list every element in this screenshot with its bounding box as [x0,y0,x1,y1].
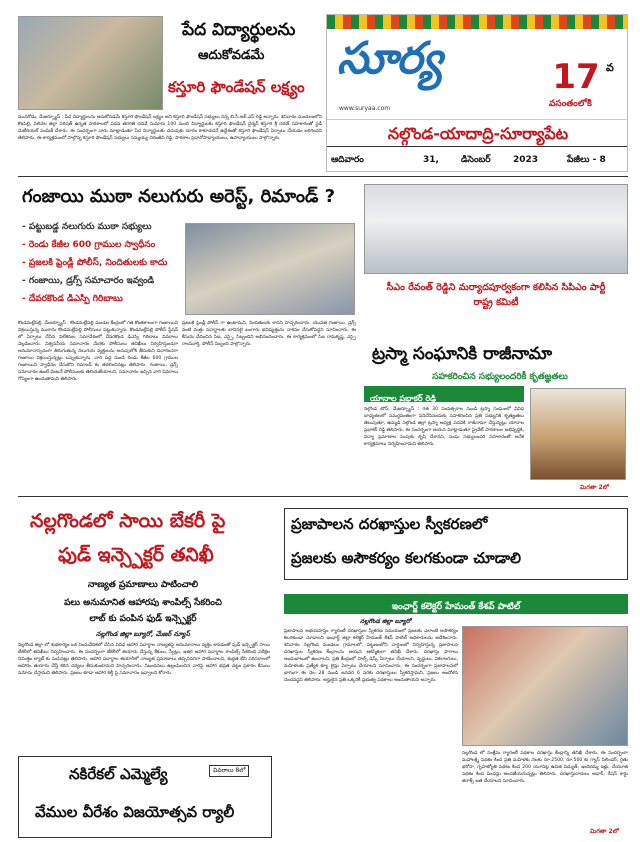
story7-box [18,756,272,838]
story6-subhead: ఇంఛార్జ్ కలెక్టర్ హేమంత్ కేశవ్ పాటిల్ [391,602,521,612]
story5-dateline: నల్లగొండ జిల్లా బ్యూరో, మేజర్ న్యూస్ [96,630,190,638]
cm-meeting-photo [364,184,628,274]
story6-body-1: ప్రజాపాలన అభయహస్తం గ్యారెంటీ దరఖాస్తుల స్వీకరణ సమయంలో ప్రజలకు ఎలాంటి అసౌకర్యం కలగకుండా చూడాలని ఇంఛార్జ్ జిల్లా కలెక్టర్ హేమంత్ కేశవ్ పాటిల్ అధికారులను ఆదేశించారు. శనివారం నల్లగొండ మండలం గ్రామాలలో, పట్టణంలోని వార్డులలో నిర్వహిస్తున్న ప్రజాపాలన దరఖాస్తుల స్వీకరణ కేంద్రాలను ఆయన ఆకస్మికంగా తనిఖీ చేశారు. దరఖాస్తు ఫారాలు అందుబాటులో ఉంచాలని, ప్రతి కేంద్రంలో హెల్ప్ డెస్క్ ఏర్పాటు చేయాలని, వృద్ధులు, వికలాంగులు, మహిళలకు ప్రత్యేక క్యూ లైన్లు ఏర్పాటు చేయాలని సూచించారు. ఈ సందర్భంగా ప్రజాపాలనలో భాగంగా ఈ నెల 28 నుండి జనవరి 6 వరకు దరఖాస్తులు స్వీకరిస్తామని, ప్రజలు ఆందోళన చెందవద్దని తెలిపారు. అర్హులైన ప్రతి ఒక్కరికీ ప్రభుత్వ పథకాలు అందుతాయని అన్నారు. [284,629,458,683]
story4-name: యానాల ప్రభాకర్ రెడ్డి [370,394,437,403]
date-day: ఆదివారం [331,155,364,165]
masthead [326,14,628,172]
story1-body: మునగోడు, మేజర్న్యూస్ : పేద విద్యార్థులను ఆదుకోవడమే కస్తూరి ఫౌండేషన్ లక్ష్యం అని కస్తూరి ఫౌండేషన్ సభ్యులు నిన్న బి.సీ.ఆర్.ఎస్ రెడ్డి అన్నారు. శనివారం మండలంలోని కొంపెల్లి, పలివెల జిల్లా పరిషత్ ఉన్నత పాఠశాలలో పదవ తరగతి చదివే సుమారు 100 మంది విద్యార్థులకు కస్తూరి ఫౌండేషన్ చైర్మన్ కస్తూరి శ్రీ చరణ్ సహకారంతో స్టడీ మెటీరియల్ పంపిణీ చేశారు. ఈ సందర్భంగా వారు మాట్లాడుతూ పేద విద్యార్థులకు చదువుకు దూరం కాకూడదనే ఉద్దేశంతో కస్తూరి ఫౌండేషన్ ఏర్పాటు చేయడం జరిగిందని తెలిపారు. ఈ కార్యక్రమంలో పాల్గొన్న కస్తూరి ఫౌండేషన్ సభ్యులు సమ్మయ్య చిరంజీవి రెడ్డి, పాఠశాల ప్రధానోపాధ్యాయులు, ఉపాధ్యాయులు పాల్గొన్నారు. [18,115,322,141]
anniversary-suffix: వ [606,61,614,74]
story7-headline-2: వేముల వీరేశం విజయోత్సవ ర్యాలీ [35,803,235,821]
story2-body-2: ప్రజలకి ఫ్రెండ్లీ పోలీస్ గా ఉంటామని, నిందితులకు కాదని హెచ్చరించారు. యువత గంజాయి, డ్రగ్స్ వంటి మత్తు పదార్థాలకు బానిసలై బంగారు భవిష్యత్తును నాశనం చేసుకోవద్దని సూచించారు. ఈ కేసును ఛేదించిన సిఐ, ఎస్సై, సిబ్బందిని అభినందించారు. ఈ కార్యక్రమంలో సిఐ రామకృష్ణ, ఎస్సై రాంమూర్తి, పోలీస్ సిబ్బంది పాల్గొన్నారు. [182,321,356,347]
page-count: పేజీలు - 8 [567,155,606,165]
story6-body-2: నల్లగొండ లో సంక్షేమ గ్యారంటీ పథకాల దరఖాస్తు కేంద్రాన్ని తనిఖీ చేశారు. ఈ సందర్భంగా మహాలక్ష్మి పథకం కింద ప్రతి మహిళకు నెలకు రూ.2500, రూ.500 కు గ్యాస్ సిలిండర్, రైతు భరోసా, గృహజ్యోతి పథకం కింద 200 యూనిట్ల ఉచిత విద్యుత్, ఇందిరమ్మ ఇళ్లు, చేయూత పథకం కింద పింఛన్లు అందజేయనున్నట్లు తెలిపారు. దరఖాస్తుదారులు ఆధార్, రేషన్ కార్డు జిరాక్స్ జత చేయాలని సూచించారు. [462,751,628,784]
date-year: 2023 [513,155,539,165]
police-press-photo [185,223,355,315]
date-num: 31, [423,155,439,165]
story5-sub-2: పలు అనుమానిత ఆహారపు శాంపిల్స్ సేకరించి [64,598,222,608]
students-photo [18,16,163,110]
story4-name-label [364,386,524,402]
date-month: డిసెంబర్ [461,155,491,165]
story6-more[interactable]: మిగతా 2లో [590,828,619,835]
story2-headline: గంజాయి ముఠా నలుగురు అరెస్ట్, రిమాండ్ ? [22,186,336,207]
bunting [327,15,628,29]
story7-headline-1: నకిరేకల్ ఎమ్మెల్యే [69,765,168,783]
bullet: - గంజాయి, డ్రగ్స్ సమాచారం ఇవ్వండి [22,276,155,286]
story4-body: నల్గొండ టౌన్, మేజర్న్యూస్ : గత 30 సంవత్సరాల నుండి ట్రస్మా సంఘంలో వివిధ బాధ్యతలలో సమర్థవంతంగా పనిచేసినందుకు సహకరించిన ప్రతి సభ్యునికి కృతజ్ఞతలు తెలుపుతూ, ఉమ్మడి నల్గొండ జిల్లా ట్రస్మా అధ్యక్ష పదవికి రాజీనామా చేస్తున్నట్లు యానాల ప్రభాకర్ రెడ్డి తెలిపారు. ఈ సందర్భంగా ఆయన మాట్లాడుతూ ప్రైవేట్ పాఠశాలల అభివృద్ధికి, విద్యా ప్రమాణాల పెంపుకు కృషి చేశానని, సంఘ సభ్యులందరి సహకారంతో అనేక కార్యక్రమాలు నిర్వహించామని తెలిపారు. [364,407,524,447]
portrait-photo [530,388,626,480]
divider [18,176,628,177]
story6-dateline: నల్లగొండ జిల్లా బ్యూరో [360,618,411,625]
dateline-bar [327,149,628,171]
story1-headline-2: ఆదుకోవడమే [198,48,265,63]
edition-text: నల్గొండ-యాదాద్రి-సూర్యాపేట [387,124,569,143]
story5-body: నల్లగొండ జిల్లా లో శుభకార్యం ఒక విందువేదికలో చేసిన వివిధ ఆహార పదార్థాల నాణ్యతపై అనుమానాలు వ్యక్తం కావడంతో ఫుడ్ ఇన్స్పెక్టర్ సాయి బేకరీలో తనిఖీలు నిర్వహించారు. ఈ సందర్భంగా బేకరీలో తయారు చేస్తున్న కేకులు, స్వీట్లు, ఇతర ఆహార పదార్థాల శాంపిల్స్ సేకరించి పరీక్షల నిమిత్తం ల్యాబ్ కు పంపినట్లు తెలిపారు. ఆహార పదార్థాల తయారీలో నాణ్యత ప్రమాణాలు తప్పనిసరిగా పాటించాలని, శుభ్రత లేని పరిసరాలలో ఆహారం తయారు చేస్తే కఠిన చర్యలు తీసుకుంటామని హెచ్చరించారు. నిబంధనలు ఉల్లంఘించిన వారిపై ఆహార భద్రత చట్టం ప్రకారం కేసులు నమోదు చేస్తామని తెలిపారు. ప్రజలు కూడా ఆహార కల్తీ పై సమాచారం ఇవ్వాలని కోరారు. [18,643,270,676]
masthead-logo: సూర్య [337,33,442,84]
story2-bullets [22,218,182,308]
story6-subhead-bar [284,594,628,614]
story5-sub-3: లాబ్ కు పంపిన ఫుడ్ ఇన్స్పెక్టర్ [89,614,197,624]
edition-banner [327,119,628,147]
divider [18,496,628,497]
story6-headline-2: ప్రజలకు అసౌకర్యం కలగకుండా చూడాలి [291,549,522,567]
story6-headline-1: ప్రజాపాలన దరఖాస్తుల స్వీకరణలో [291,515,488,533]
story1-headline-3: కస్తూరి ఫౌండేషన్ లక్ష్యం [168,78,305,96]
story4-subhead: సహకరించిన సభ్యులందరికీ కృతజ్ఞతలు [432,372,568,382]
anniversary-badge [549,57,603,101]
bullet: - పట్టుబడ్డ నలుగురు ముఠా సభ్యులు [22,222,152,232]
story5-headline-1: నల్లగొండలో సాయి బేకరీ పై [30,510,226,532]
bullet: - దేవరకొండ డిఎస్పి గిరిబాబు [22,294,123,304]
story7-ref[interactable]: వివరాలు 8లో [209,765,249,777]
story1-headline-1: పేద విద్యార్థులను [182,20,296,40]
website[interactable]: www.suryaa.com [339,105,391,112]
story6-headline-box [284,508,628,580]
story5-sub-1: నాణ్యత ప్రమాణాలు పాటించాలి [87,580,199,590]
bullet: - రెండు కేజీల 600 గ్రాముల స్వాధీనం [22,240,156,250]
collector-inspection-photo [462,626,628,746]
story3-caption: సీఎం రేవంత్ రెడ్డిని మర్యాదపూర్వకంగా కలిసిన సిపిఎం పార్టీ రాష్ట్ర కమిటీ [386,282,606,308]
bullet: - ప్రజలకి ఫ్రెండ్లీ పోలీస్, నిందితులకు కాదు [22,258,168,268]
anniversary-text: వసంతంలోకి [549,99,592,109]
story2-body-1: కొండమల్లేపల్లి, మేజర్న్యూస్ : కొండమల్లేపల్లి మండల కేంద్రంలో గత కొంతకాలంగా గంజాయిని విక్రయిస్తున్న ముఠాను కొండమల్లేపల్లి పోలీసులు పట్టుకున్నారు. కొండమల్లేపల్లి పోలీస్ స్టేషన్ లో ఏర్పాటు చేసిన విలేకరుల సమావేశంలో దేవరకొండ డిఎస్పి గిరిబాబు వివరాలు వెల్లడించారు. విశ్వసనీయ సమాచారం మేరకు పోలీసులు తనిఖీలు నిర్వహిస్తుండగా అనుమానాస్పదంగా తిరుగుతున్న నలుగురు వ్యక్తులను అదుపులోకి తీసుకుని విచారించగా గంజాయి విక్రయిస్తున్నట్లు ఒప్పుకున్నారు. వారి వద్ద నుండి రెండు కేజీల 600 గ్రాముల గంజాయిని స్వాధీనం చేసుకొని రిమాండ్ కు తరలించినట్లు తెలిపారు. గంజాయి, డ్రగ్స్ సమాచారం ఉంటే వెంటనే పోలీసులకు తెలియజేయాలని, సమాచారం ఇచ్చిన వారి వివరాలు గోప్యంగా ఉంచుతామని తెలిపారు. [18,321,178,382]
anniversary-number: 17 [552,57,600,97]
story5-headline-2: ఫుడ్ ఇన్స్పెక్టర్ తనిఖీ [58,544,214,566]
story4-more[interactable]: మిగతా 2లో [580,484,609,491]
story4-headline: ట్రస్మా సంఘానికి రాజీనామా [372,344,553,364]
